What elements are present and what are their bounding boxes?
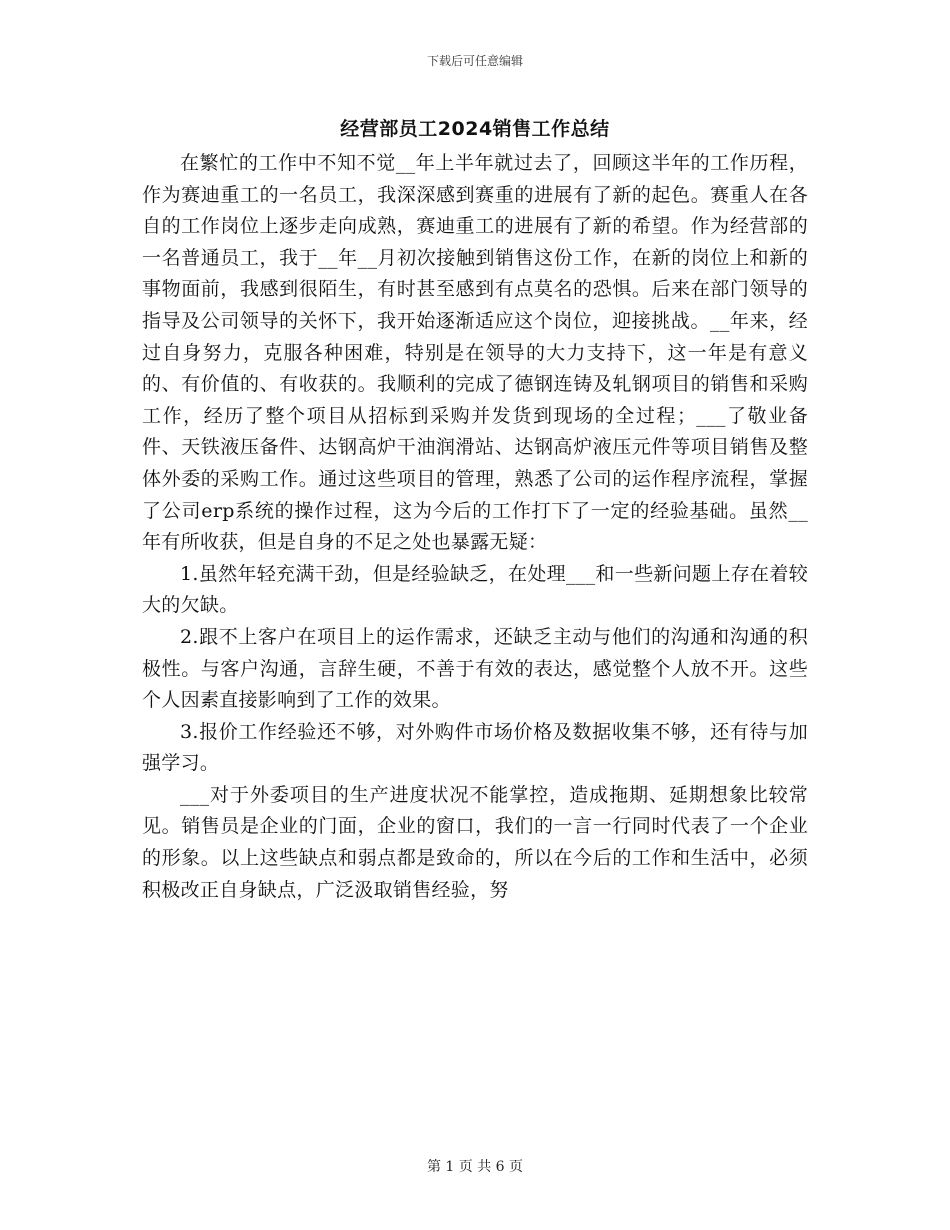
paragraph-intro: 在繁忙的工作中不知不觉__年上半年就过去了，回顾这半年的工作历程，作为赛迪重工的一名员工，我深深感到赛重的进展有了新的起色。赛重人在各自的工作岗位上逐步走向成熟，赛迪重工的进展有了新的希望。作为经营部的一名普通员工，我于__年__月初次接触到销售这份工作，在新的岗位上和新的事物面前，我感到很陌生，有时甚至感到有点莫名的恐惧。后来在部门领导的指导及公司领导的关怀下，我开始逐渐适应这个岗位，迎接挑战。__年来，经过自身努力，克服各种困难，特别是在领导的大力支持下，这一年是有意义的、有价值的、有收获的。我顺利的完成了德钢连铸及轧钢项目的销售和采购工作，经历了整个项目从招标到采购并发货到现场的全过程；___了敬业备件、天铁液压备件、达钢高炉干油润滑站、达钢高炉液压元件等项目销售及整体外委的采购工作。通过这些项目的管理，熟悉了公司的运作程序流程，掌握了公司erp系统的操作过程，这为今后的工作打下了一定的经验基础。虽然__年有所收获，但是自身的不足之处也暴露无疑： — [142, 152, 808, 554]
page-header-note: 下载后可任意编辑 — [426, 54, 523, 68]
paragraph-closing: ___对于外委项目的生产进度状况不能掌控，造成拖期、延期想象比较常见。销售员是企业的门面，企业的窗口，我们的一言一行同时代表了一个企业的形象。以上这些缺点和弱点都是致命的，所以在今后的工作和生活中，必须积极改正自身缺点，广泛汲取销售经验，努 — [142, 783, 808, 901]
paragraph-point-3: 3.报价工作经验还不够，对外购件市场价格及数据收集不够，还有待与加强学习。 — [142, 720, 808, 775]
paragraph-point-1: 1.虽然年轻充满干劲，但是经验缺乏，在处理___和一些新问题上存在着较大的欠缺。 — [142, 562, 808, 617]
document-title: 经营部员工2024销售工作总结 — [340, 118, 610, 140]
paragraph-point-2: 2.跟不上客户在项目上的运作需求，还缺乏主动与他们的沟通和沟通的积极性。与客户沟通，言辞生硬，不善于有效的表达，感觉整个人放不开。这些个人因素直接影响到了工作的效果。 — [142, 625, 808, 712]
page-number-footer: 第 1 页 共 6 页 — [426, 1159, 524, 1175]
document-body — [142, 148, 808, 906]
